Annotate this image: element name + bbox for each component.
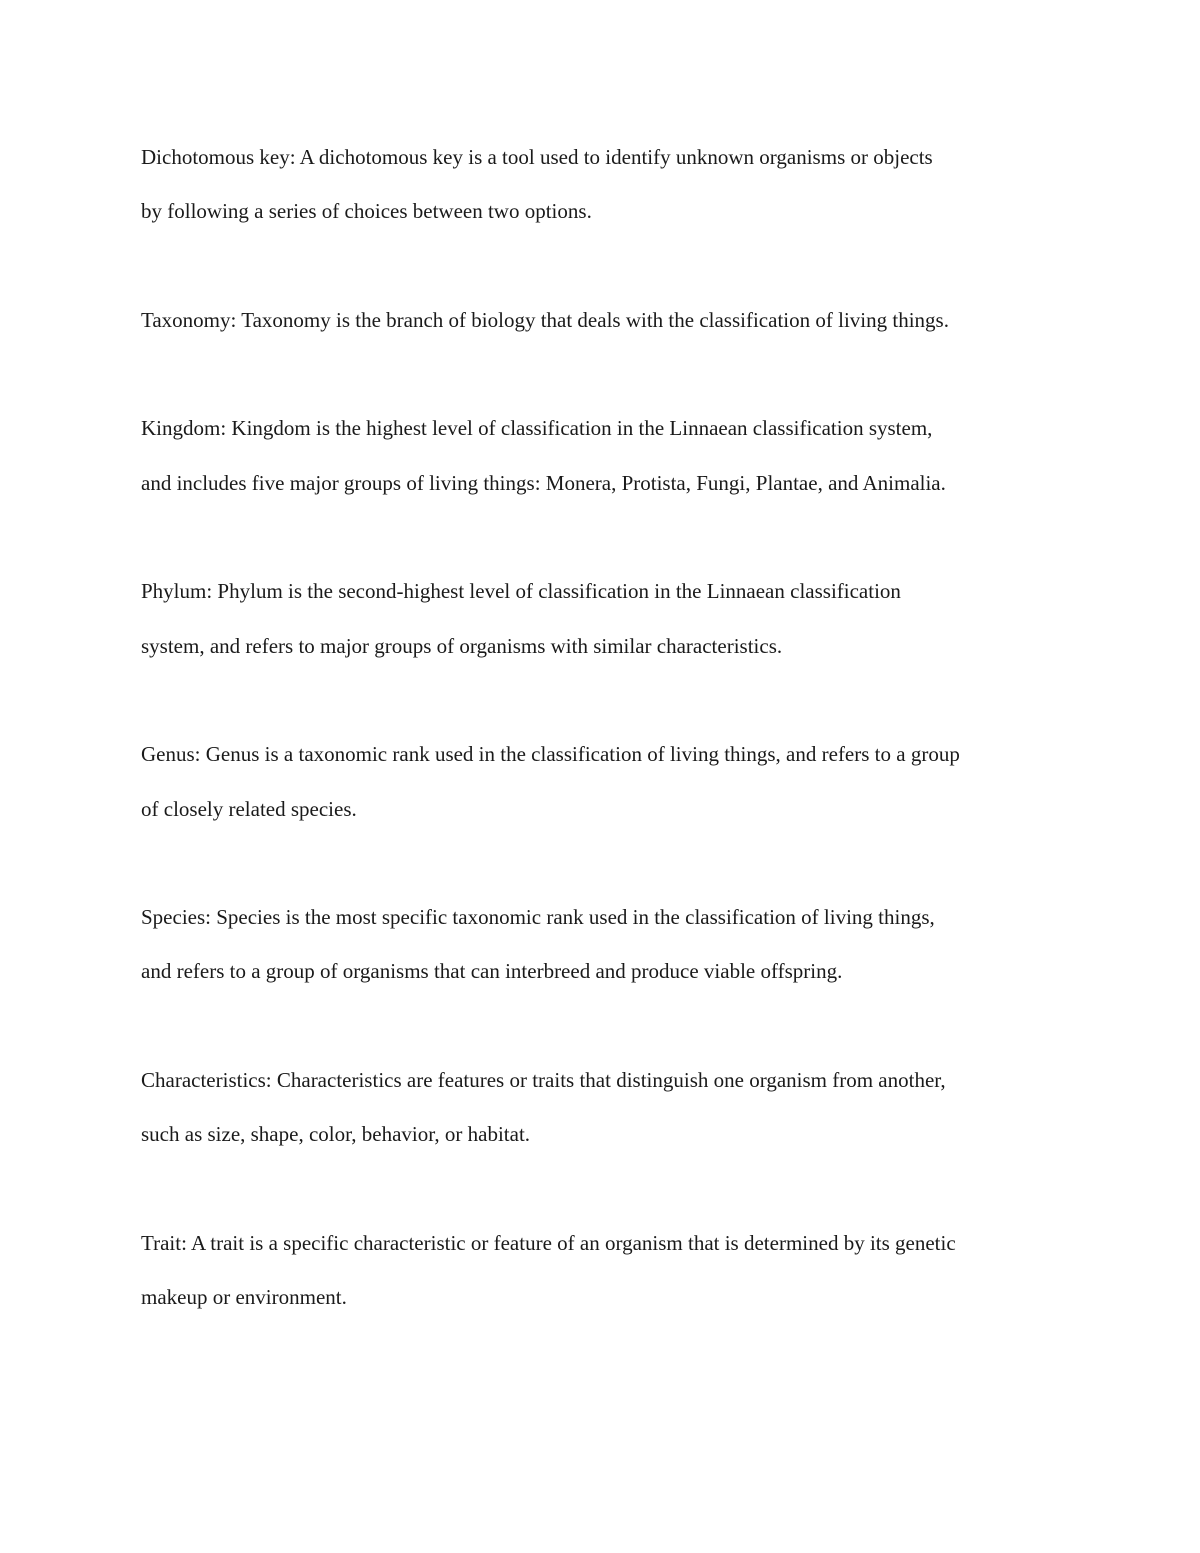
definition-dichotomous-key — [141, 130, 1071, 239]
definition-characteristics — [141, 1053, 1071, 1162]
definition-kingdom — [141, 401, 1071, 510]
definition-line: Phylum: Phylum is the second-highest level of classification in the Linnaean classification — [141, 579, 901, 604]
definition-trait — [141, 1216, 1071, 1325]
definition-taxonomy — [141, 293, 1071, 347]
paragraph-gap — [141, 510, 1071, 564]
definition-line: Trait: A trait is a specific characteristic or feature of an organism that is determined by its genetic — [141, 1230, 956, 1255]
paragraph-gap — [141, 239, 1071, 293]
paragraph-gap — [141, 347, 1071, 401]
document-body — [141, 130, 1071, 1325]
definition-line: Species: Species is the most specific taxonomic rank used in the classification of living things, — [141, 905, 935, 930]
definition-genus — [141, 727, 1071, 836]
definition-line: and includes five major groups of living things: Monera, Protista, Fungi, Plantae, and Animalia. — [141, 470, 946, 495]
definition-line: Kingdom: Kingdom is the highest level of classification in the Linnaean classification system, — [141, 416, 933, 441]
definition-line: Taxonomy: Taxonomy is the branch of biology that deals with the classification of living things. — [141, 307, 949, 332]
definition-line: makeup or environment. — [141, 1285, 347, 1310]
definition-line: such as size, shape, color, behavior, or habitat. — [141, 1122, 531, 1147]
paragraph-gap — [141, 999, 1071, 1053]
definition-line: Dichotomous key: A dichotomous key is a tool used to identify unknown organisms or objects — [141, 145, 933, 169]
definition-phylum — [141, 564, 1071, 673]
paragraph-gap — [141, 1162, 1071, 1216]
paragraph-gap — [141, 673, 1071, 727]
definition-line: Genus: Genus is a taxonomic rank used in the classification of living things, and refers to a group — [141, 742, 960, 767]
definition-line: of closely related species. — [141, 796, 357, 821]
definition-line: and refers to a group of organisms that can interbreed and produce viable offspring. — [141, 959, 843, 984]
definition-line: system, and refers to major groups of organisms with similar characteristics. — [141, 633, 783, 658]
paragraph-gap — [141, 836, 1071, 890]
definition-line: Characteristics: Characteristics are features or traits that distinguish one organism from another, — [141, 1068, 946, 1093]
definition-species — [141, 890, 1071, 999]
definition-line: by following a series of choices between two options. — [141, 199, 592, 224]
